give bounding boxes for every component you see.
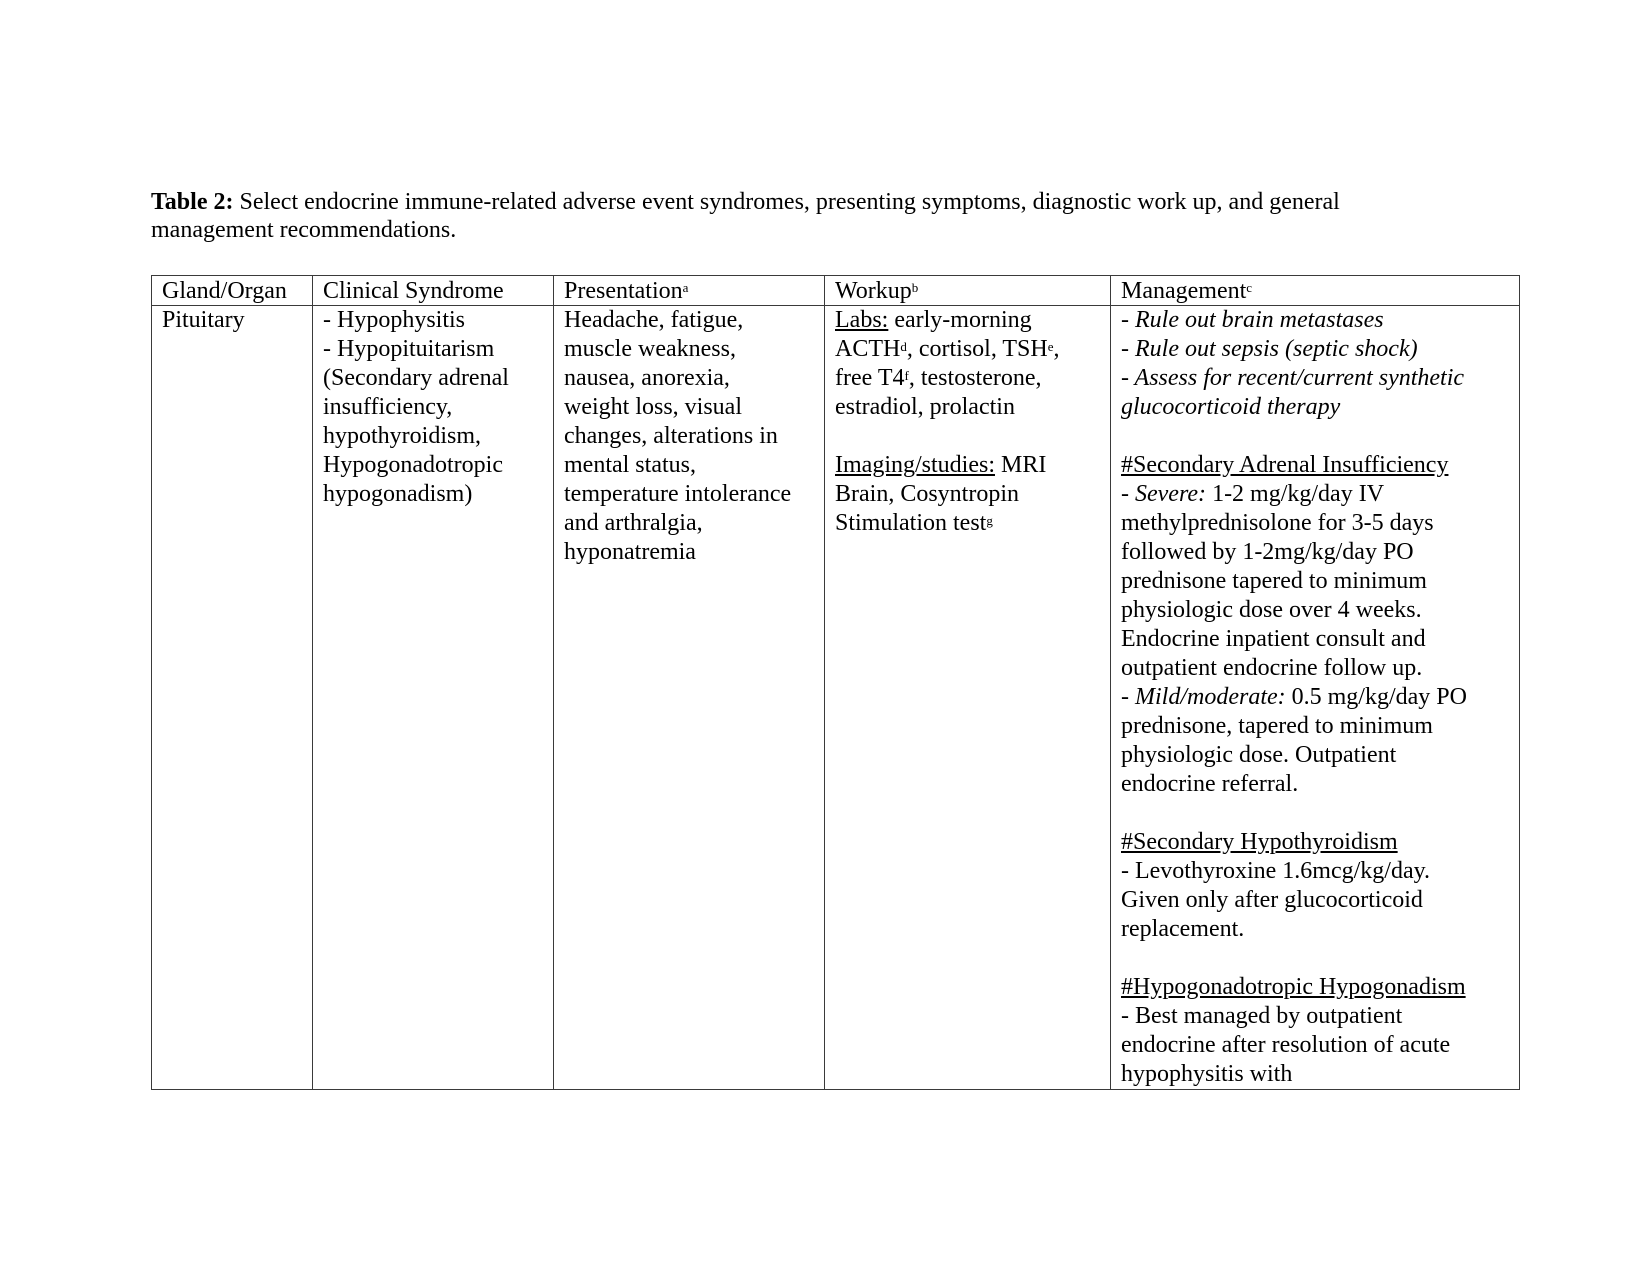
management-line: Given only after glucocorticoid [1121, 887, 1423, 913]
syndrome-line: insufficiency, [323, 394, 453, 420]
header-workup [825, 276, 1111, 306]
caption-text: Select endocrine immune-related adverse event syndromes, presenting symptoms, diagnostic work up, and general management recommendations. [151, 189, 1340, 243]
footnote-marker: c [1246, 280, 1253, 295]
header-syndrome [313, 276, 554, 306]
cell-workup [825, 306, 1111, 1090]
table-caption [151, 188, 1431, 244]
management-line: - Best managed by outpatient [1121, 1003, 1403, 1029]
caption-label: Table 2: [151, 189, 234, 215]
endocrine-table [151, 275, 1520, 1090]
management-line: - Rule out brain metastases [1121, 307, 1384, 333]
management-line: prednisone, tapered to minimum [1121, 713, 1433, 739]
management-line: - Levothyroxine 1.6mcg/kg/day. [1121, 858, 1431, 884]
hypothyroid-heading: #Secondary Hypothyroidism [1121, 829, 1398, 855]
header-management-label: Management [1121, 278, 1247, 304]
spacer [835, 422, 1104, 451]
management-line: - Mild/moderate: 0.5 mg/kg/day PO [1121, 684, 1467, 710]
labs-text: early-morning [888, 307, 1032, 333]
header-row [152, 276, 1520, 306]
labs-text: free T4 [835, 365, 905, 391]
presentation-line: muscle weakness, [564, 336, 736, 362]
spacer [1121, 944, 1513, 973]
syndrome-line: - Hypophysitis [323, 307, 466, 333]
footnote-marker: d [900, 339, 907, 354]
syndrome-line: Hypogonadotropic [323, 452, 503, 478]
management-line: - Rule out sepsis (septic shock) [1121, 336, 1418, 362]
table-row [152, 306, 1520, 1090]
workup-labs-line [835, 335, 1104, 364]
labs-text: , cortisol, TSH [906, 336, 1048, 362]
header-syndrome-label: Clinical Syndrome [323, 278, 504, 304]
syndrome-line: - Hypopituitarism [323, 336, 495, 362]
footnote-marker: b [911, 280, 919, 295]
imaging-text: Stimulation test [835, 510, 987, 536]
presentation-line: nausea, anorexia, [564, 365, 730, 391]
syndrome-line: (Secondary adrenal [323, 365, 509, 391]
syndrome-line: hypogonadism) [323, 481, 473, 507]
header-gland [152, 276, 313, 306]
management-line: - Severe: 1-2 mg/kg/day IV [1121, 481, 1385, 507]
imaging-label: Imaging/studies: [835, 452, 995, 478]
management-line: prednisone tapered to minimum [1121, 568, 1427, 594]
management-line: replacement. [1121, 916, 1245, 942]
presentation-line: and arthralgia, [564, 510, 703, 536]
workup-imaging-line [835, 451, 1104, 480]
syndrome-line: hypothyroidism, [323, 423, 482, 449]
footnote-marker: f [904, 368, 909, 383]
management-text: 0.5 mg/kg/day PO [1291, 684, 1467, 710]
footnote-marker: e [1047, 339, 1054, 354]
cell-management [1111, 306, 1520, 1090]
management-line: hypophysitis with [1121, 1061, 1293, 1087]
management-line: physiologic dose. Outpatient [1121, 742, 1397, 768]
presentation-line: temperature intolerance [564, 481, 792, 507]
spacer [1121, 422, 1513, 451]
header-workup-label: Workup [835, 278, 912, 304]
cell-presentation [554, 306, 825, 1090]
presentation-line: changes, alterations in [564, 423, 778, 449]
hypogonad-heading: #Hypogonadotropic Hypogonadism [1121, 974, 1466, 1000]
management-line: endocrine after resolution of acute [1121, 1032, 1451, 1058]
presentation-line: Headache, fatigue, [564, 307, 744, 333]
workup-labs-line [835, 306, 1104, 335]
workup-labs-line [835, 364, 1104, 393]
cell-syndrome [313, 306, 554, 1090]
workup-imaging-line [835, 509, 1104, 538]
header-management [1111, 276, 1520, 306]
cell-gland [152, 306, 313, 1090]
mild-label: Mild/moderate: [1135, 684, 1286, 710]
management-line: physiologic dose over 4 weeks. [1121, 597, 1422, 623]
footnote-marker: a [682, 280, 689, 295]
management-line: methylprednisolone for 3-5 days [1121, 510, 1434, 536]
management-line: - Assess for recent/current synthetic [1121, 365, 1465, 391]
presentation-line: weight loss, visual [564, 394, 742, 420]
labs-text: , [1053, 336, 1060, 362]
severe-label: Severe: [1135, 481, 1207, 507]
management-line: endocrine referral. [1121, 771, 1299, 797]
presentation-line: hyponatremia [564, 539, 696, 565]
spacer [1121, 799, 1513, 828]
management-line: followed by 1-2mg/kg/day PO [1121, 539, 1414, 565]
imaging-text: MRI [994, 452, 1047, 478]
management-text: 1-2 mg/kg/day IV [1212, 481, 1385, 507]
presentation-line: mental status, [564, 452, 696, 478]
labs-label: Labs: [835, 307, 889, 333]
management-line: Endocrine inpatient consult and [1121, 626, 1426, 652]
management-line: glucocorticoid therapy [1121, 394, 1341, 420]
management-line: outpatient endocrine follow up. [1121, 655, 1423, 681]
imaging-text: Brain, Cosyntropin [835, 481, 1019, 507]
labs-text: , testosterone, [908, 365, 1042, 391]
gland-text: Pituitary [162, 307, 245, 333]
footnote-marker: g [986, 513, 993, 528]
header-presentation [554, 276, 825, 306]
labs-text: estradiol, prolactin [835, 394, 1015, 420]
labs-text: ACTH [835, 336, 901, 362]
header-gland-label: Gland/Organ [162, 278, 287, 304]
adrenal-heading: #Secondary Adrenal Insufficiency [1121, 452, 1449, 478]
header-presentation-label: Presentation [564, 278, 683, 304]
